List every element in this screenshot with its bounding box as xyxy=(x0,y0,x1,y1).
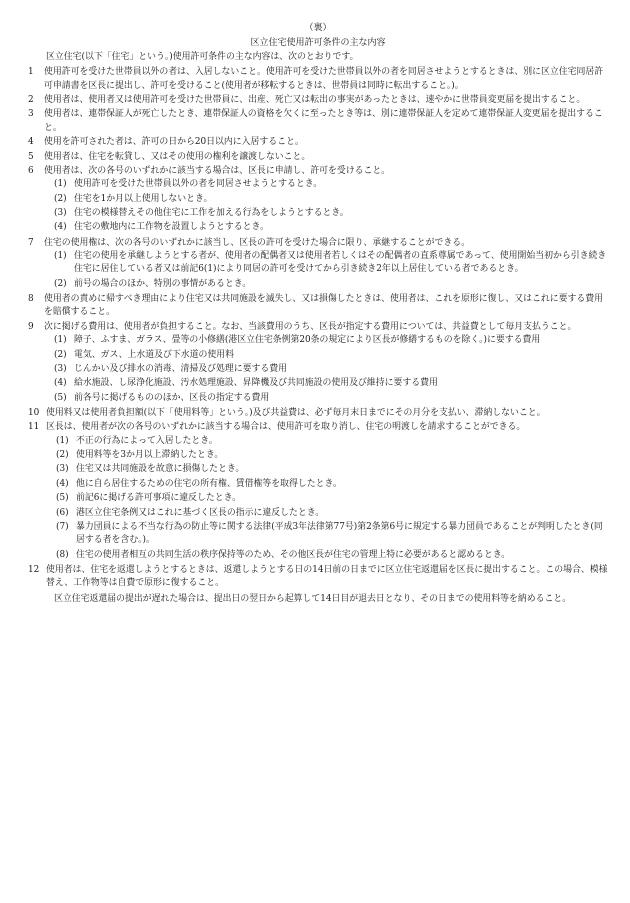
sub-item xyxy=(56,435,608,448)
sub-item-number: (7) xyxy=(56,521,69,532)
item-text: 使用者は、住宅を返還しようとするときは、返還しようとする日の14日前の日までに区立住宅返還届を区長に提出すること。この場合、模様替え、工作物等は自費で原形に復すること。 xyxy=(46,564,608,589)
item-text: 使用者は、住宅を転貸し、又はその使用の権利を譲渡しないこと。 xyxy=(44,151,311,162)
sub-item-number: (1) xyxy=(56,435,69,446)
item-number: 12 xyxy=(28,564,40,575)
sub-item-text: 住宅を1か月以上使用しないとき。 xyxy=(74,193,213,204)
sub-item-text: 使用許可を受けた世帯員以外の者を同居させようとするとき。 xyxy=(74,179,323,190)
sub-item-text: 住宅の模様替えその他住宅に工作を加える行為をしようとするとき。 xyxy=(74,207,349,218)
item-text: 使用者は、次の各号のいずれかに該当する場合は、区長に申請し、許可を受けること。 xyxy=(44,165,391,176)
sub-item-text: 暴力団員による不当な行為の防止等に関する法律(平成3年法律第77号)第2条第6号に規定する暴力団員であることが判明したとき(同居する者を含む。)。 xyxy=(76,521,603,546)
item-text: 使用料又は使用者負担額(以下「使用料等」という。)及び共益費は、必ず毎月末日までにその月分を支払い、滞納しないこと。 xyxy=(46,407,546,418)
sub-item xyxy=(54,221,608,234)
sub-item-text: 前記6に掲げる許可事項に違反したとき。 xyxy=(76,493,242,504)
sub-item xyxy=(54,363,608,376)
condition-item xyxy=(28,136,608,149)
sub-item-number: (4) xyxy=(56,478,69,489)
item-text: 区長は、使用者が次の各号のいずれかに該当する場合は、使用許可を取り消し、住宅の明渡しを請求することができる。 xyxy=(46,422,526,433)
sub-item xyxy=(54,207,608,220)
sub-item-number: (1) xyxy=(54,335,67,346)
item-number: 2 xyxy=(28,95,34,106)
item-number: 3 xyxy=(28,109,34,120)
sub-item-text: 住宅の使用者相互の共同生活の秩序保持等のため、その他区長が住宅の管理上特に必要があると認めるとき。 xyxy=(76,549,511,560)
item-text: 使用を許可された者は、許可の日から20日以内に入居すること。 xyxy=(44,137,304,148)
sub-item xyxy=(54,178,608,191)
sub-item-number: (4) xyxy=(54,378,67,389)
sub-item-text: 不正の行為によって入居したとき。 xyxy=(76,435,218,446)
item-text: 住宅の使用権は、次の各号のいずれかに該当し、区長の許可を受けた場合に限り、承継することができる。 xyxy=(44,237,470,248)
sub-item-text: 住宅又は共同施設を故意に損傷したとき。 xyxy=(76,464,245,475)
sub-item xyxy=(56,507,608,520)
sub-item xyxy=(56,521,608,548)
condition-item xyxy=(28,421,608,562)
item-number: 6 xyxy=(28,165,34,176)
sub-item-number: (4) xyxy=(54,222,67,233)
sub-item xyxy=(54,392,608,405)
item-number: 7 xyxy=(28,237,34,248)
sub-item xyxy=(54,349,608,362)
item-text: 使用者は、使用者又は使用許可を受けた世帯員に、出産、死亡又は転出の事実があったときは、速やかに世帯員変更届を提出すること。 xyxy=(44,95,586,106)
sub-item-number: (3) xyxy=(54,207,67,218)
condition-item xyxy=(28,94,608,107)
item-number: 10 xyxy=(28,407,40,418)
sub-item xyxy=(54,278,608,291)
sub-item-text: 住宅の敷地内に工作物を設置しようとするとき。 xyxy=(74,222,269,233)
sub-item-number: (1) xyxy=(54,251,67,262)
conditions-list xyxy=(28,66,608,606)
item-number: 4 xyxy=(28,137,34,148)
sub-item-text: 給水施設、し尿浄化施設、汚水処理施設、昇降機及び共同施設の使用及び維持に要する費用 xyxy=(74,378,438,389)
condition-item xyxy=(28,407,608,420)
sub-item-number: (2) xyxy=(54,278,67,289)
item-note: 区立住宅返還届の提出が遅れた場合は、提出日の翌日から起算して14日目が退去日となり、その日までの使用料等を納めること。 xyxy=(54,593,572,604)
sub-item xyxy=(56,549,608,562)
sub-item xyxy=(56,463,608,476)
sub-item-list xyxy=(54,178,608,234)
sub-item-text: 前各号に掲げるもののほか、区長の指定する費用 xyxy=(74,392,270,403)
sub-item xyxy=(56,492,608,505)
item-number: 9 xyxy=(28,321,34,332)
document-title: 区立住宅使用許可条件の主な内容 xyxy=(250,37,386,48)
item-number: 5 xyxy=(28,151,34,162)
sub-item-number: (2) xyxy=(54,349,67,360)
condition-item xyxy=(28,151,608,164)
condition-item xyxy=(28,321,608,405)
sub-item-text: 前号の場合のほか、特別の事情があるとき。 xyxy=(74,278,252,289)
item-text: 次に掲げる費用は、使用者が負担すること。なお、当該費用のうち、区長が指定する費用については、共益費として毎月支払うこと。 xyxy=(44,321,577,332)
condition-item xyxy=(28,564,608,606)
condition-item xyxy=(28,66,608,93)
sub-item-text: 電気、ガス、上水道及び下水道の使用料 xyxy=(74,349,235,360)
sub-item-text: 障子、ふすま、ガラス、畳等の小修繕(港区立住宅条例第20条の規定により区長が修繕するものを除く。)に要する費用 xyxy=(74,335,541,346)
sub-item xyxy=(56,478,608,491)
sub-item-list xyxy=(56,435,608,562)
sub-item-list xyxy=(54,334,608,405)
condition-item xyxy=(28,108,608,135)
sub-item-list xyxy=(54,250,608,291)
sub-item-text: 使用料等を3か月以上滞納したとき。 xyxy=(76,450,224,461)
item-number: 1 xyxy=(28,67,34,78)
item-number: 11 xyxy=(28,422,40,433)
sub-item xyxy=(54,334,608,347)
sub-item-text: 住宅の使用を承継しようとする者が、使用者の配偶者又は使用者若しくはその配偶者の直系尊属であって、使用開始当初から引き続き住宅に居住している者又は前記6(1)により同居の許可を受けてから引き続き2年以上居住している者であるとき。 xyxy=(74,251,607,275)
intro-paragraph: 区立住宅(以下「住宅」という。)使用許可条件の主な内容は、次のとおりです。 xyxy=(46,52,359,62)
sub-item-number: (5) xyxy=(54,392,67,403)
sub-item xyxy=(54,193,608,206)
back-side-mark: （裏） xyxy=(304,23,332,33)
sub-item-text: じんかい及び排水の消毒、清掃及び処理に要する費用 xyxy=(74,363,287,374)
item-number: 8 xyxy=(28,294,34,305)
sub-item-number: (6) xyxy=(56,507,69,518)
condition-item xyxy=(28,237,608,291)
condition-item xyxy=(28,293,608,320)
sub-item xyxy=(54,377,608,390)
sub-item-number: (3) xyxy=(54,363,67,374)
sub-item-text: 港区立住宅条例又はこれに基づく区長の指示に違反したとき。 xyxy=(76,507,325,518)
item-text: 使用許可を受けた世帯員以外の者は、入居しないこと。使用許可を受けた世帯員以外の者を同居させようとするときは、別に区立住宅同居許可申請書を区長に提出し、許可を受けること(使用者が移転するときは、世帯員は同時に転出すること。)。 xyxy=(44,67,604,91)
item-text: 使用者は、連帯保証人が死亡したとき、連帯保証人の資格を欠くに至ったとき等は、別に連帯保証人を定めて連帯保証人変更届を提出すること。 xyxy=(44,109,603,133)
sub-item-number: (2) xyxy=(54,193,67,204)
sub-item xyxy=(56,449,608,462)
condition-item xyxy=(28,165,608,235)
sub-item-number: (2) xyxy=(56,450,69,461)
item-text: 使用者の責めに帰すべき理由により住宅又は共同施設を滅失し、又は損傷したときは、使用者は、これを原形に復し、又はこれに要する費用を賠償すること。 xyxy=(44,294,603,318)
sub-item xyxy=(54,250,608,277)
sub-item-number: (8) xyxy=(56,549,69,560)
sub-item-number: (5) xyxy=(56,493,69,504)
sub-item-text: 他に自ら居住するための住宅の所有権、賃借権等を取得したとき。 xyxy=(76,478,342,489)
sub-item-number: (3) xyxy=(56,464,69,475)
sub-item-number: (1) xyxy=(54,179,67,190)
